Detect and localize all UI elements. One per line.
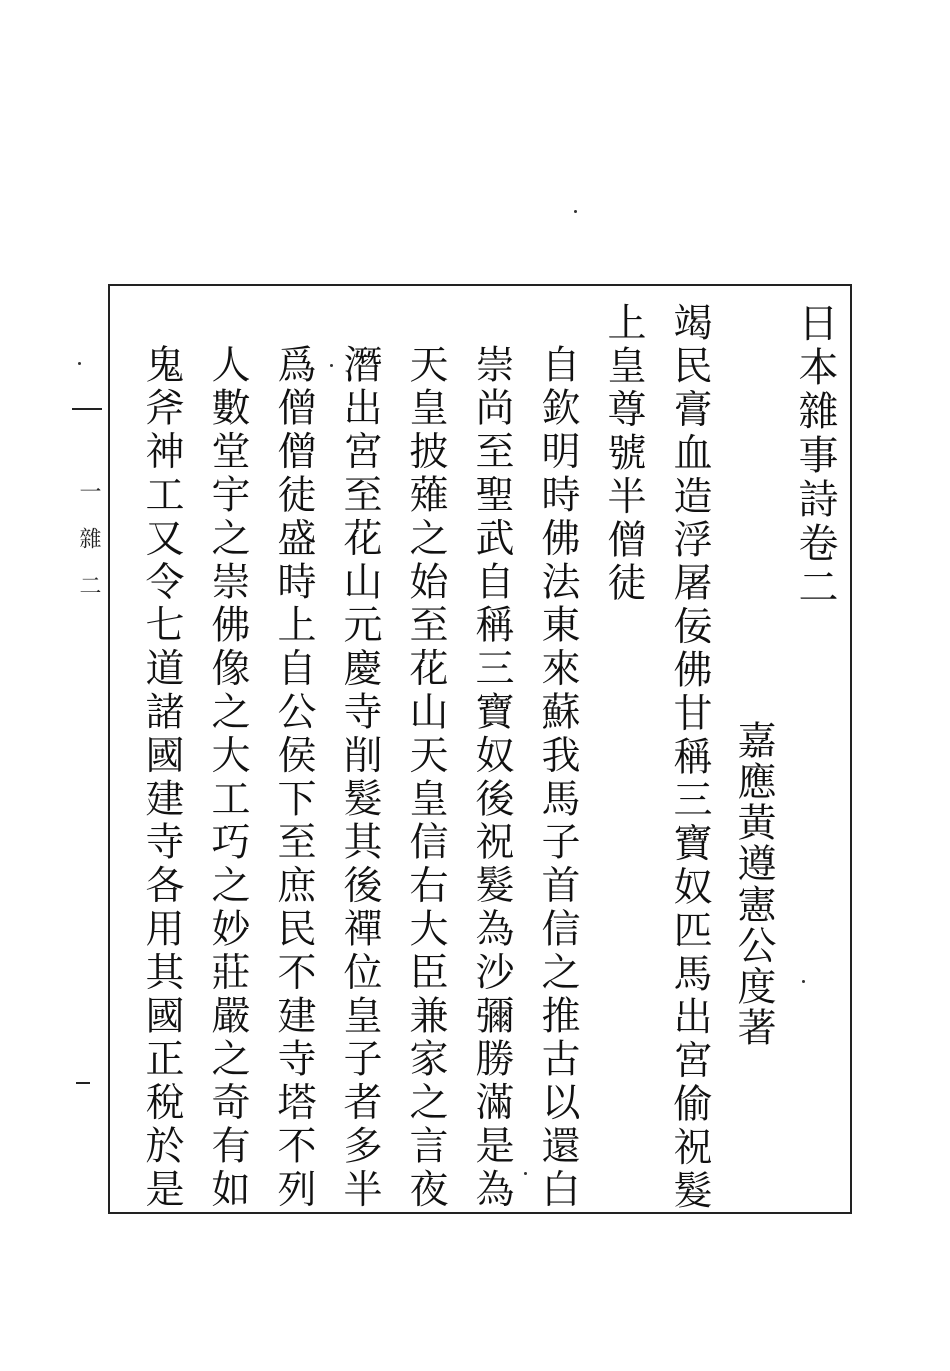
scan-speck: [524, 1172, 527, 1175]
fore-edge-line-top: [72, 408, 102, 410]
scan-speck: [802, 980, 805, 983]
commentary-line-4: 潛出宮至花山元慶寺削髮其後禪位皇子者多半: [337, 344, 382, 1212]
commentary-line-3: 天皇披薙之始至花山天皇信右大臣兼家之言夜: [403, 344, 448, 1212]
scan-speck: [78, 362, 81, 365]
book-title: 日本雜事詩卷二: [792, 302, 838, 610]
author-line: 嘉應黃遵憲公度著: [731, 720, 776, 1048]
commentary-line-6: 人數堂宇之崇佛像之大工巧之妙莊嚴之奇有如: [205, 344, 250, 1212]
fore-edge-label: 一 雜 二: [76, 480, 101, 596]
commentary-line-2: 崇尚至聖武自稱三寶奴後祝髮為沙彌勝滿是為: [469, 344, 514, 1212]
commentary-line-7: 鬼斧神工又令七道諸國建寺各用其國正稅於是: [139, 344, 184, 1212]
commentary-line-1: 自欽明時佛法東來蘇我馬子首信之推古以還白: [535, 344, 580, 1212]
text-frame: [108, 284, 852, 1214]
fore-edge-line-bottom: [76, 1082, 90, 1084]
poem-line-1: 竭民膏血造浮屠佞佛甘稱三寶奴匹馬出宮偷祝髮: [667, 302, 712, 1214]
scan-speck: [574, 210, 577, 213]
commentary-line-5: 爲僧僧徒盛時上自公侯下至庶民不建寺塔不列: [271, 344, 316, 1212]
poem-line-2: 上皇尊號半僧徒: [601, 302, 646, 606]
scan-speck: [330, 364, 333, 367]
